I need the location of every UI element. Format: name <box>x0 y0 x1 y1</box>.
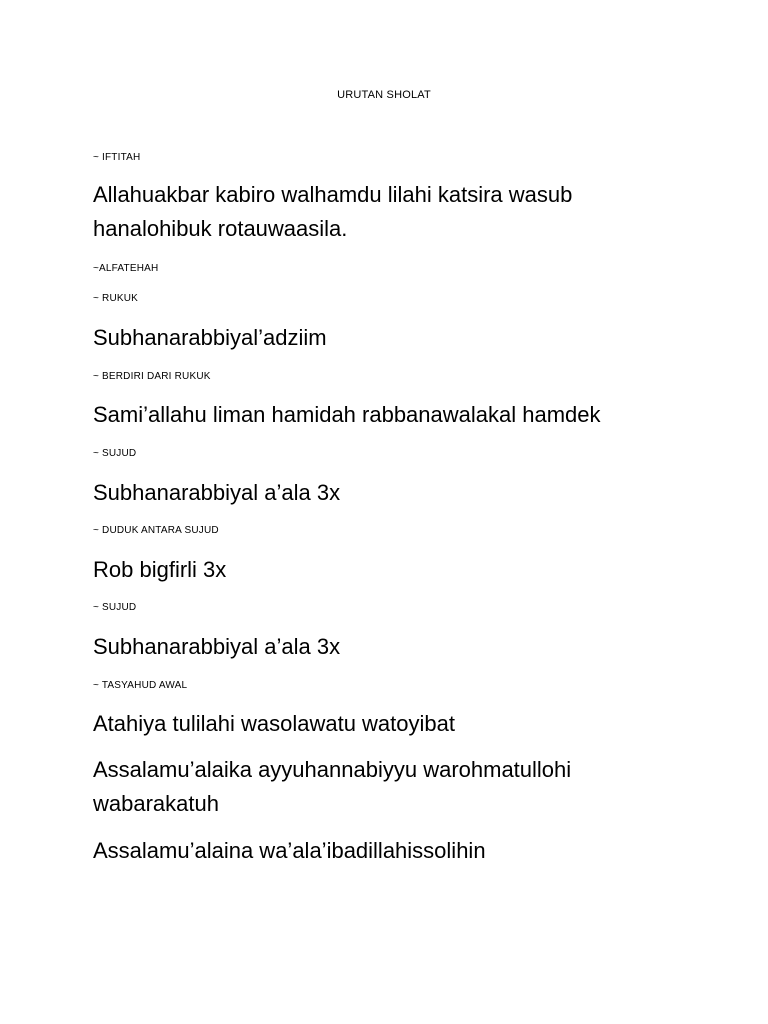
section-heading-rukuk: ~ RUKUK <box>93 293 139 304</box>
prayer-text-sujud-1: Subhanarabbiyal a’ala 3x <box>93 480 341 505</box>
section-heading-berdiri-dari-rukuk: ~ BERDIRI DARI RUKUK <box>93 371 211 382</box>
prayer-text-duduk-antara-sujud: Rob bigfirli 3x <box>93 557 227 582</box>
prayer-text-sujud-2: Subhanarabbiyal a’ala 3x <box>93 634 341 659</box>
prayer-text-berdiri-dari-rukuk: Sami’allahu liman hamidah rabbanawalakal hamdek <box>93 402 601 427</box>
document-title: URUTAN SHOLAT <box>337 89 431 101</box>
section-heading-tasyahud-awal: ~ TASYAHUD AWAL <box>93 680 188 691</box>
section-heading-sujud-1: ~ SUJUD <box>93 448 137 459</box>
prayer-text-iftitah: Allahuakbar kabiro walhamdu lilahi katsira wasub hanalohibuk rotauwaasila. <box>93 182 573 241</box>
prayer-text-rukuk: Subhanarabbiyal’adziim <box>93 325 327 350</box>
prayer-text-tasyahud-3: Assalamu’alaina wa’ala’ibadillahissolihin <box>93 838 486 863</box>
prayer-text-tasyahud-2: Assalamu’alaika ayyuhannabiyyu warohmatullohi wabarakatuh <box>93 757 572 816</box>
prayer-text-tasyahud-1: Atahiya tulilahi wasolawatu watoyibat <box>93 711 455 736</box>
section-heading-alfatehah: ~ALFATEHAH <box>93 263 159 274</box>
section-heading-sujud-2: ~ SUJUD <box>93 602 137 613</box>
section-heading-duduk-antara-sujud: ~ DUDUK ANTARA SUJUD <box>93 525 219 536</box>
section-heading-iftitah: ~ IFTITAH <box>93 152 141 163</box>
